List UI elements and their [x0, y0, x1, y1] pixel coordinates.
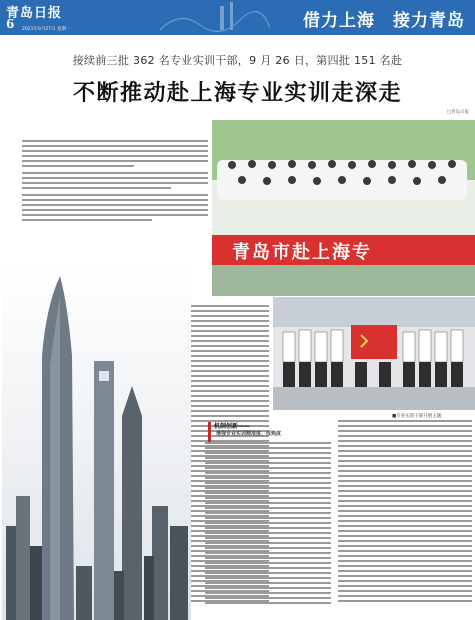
- headline: 不断推动赴上海专业实训走深走: [72, 80, 402, 106]
- section-topic: 借力上海 接力青岛: [303, 11, 465, 31]
- subheadline: 接续前三批 362 名专业实训干部，9 月 26 日，第四批 151 名赴: [72, 54, 403, 67]
- masthead-name: 青岛日报: [6, 6, 63, 21]
- section2-kicker: 机制创新——: [214, 423, 251, 430]
- group-photo-flag: [273, 297, 475, 410]
- page-number: 6: [6, 17, 15, 31]
- issue-date: 2021年9月27日 星期一: [22, 27, 71, 32]
- intro-text-block: [22, 140, 208, 224]
- section2-title: 增强专业实训精准度、成熟度: [216, 431, 282, 437]
- section2-text-column-right: [338, 420, 472, 605]
- section2-kicker-bar: [208, 422, 211, 444]
- byline: □青岛日报: [446, 110, 469, 115]
- photo2-caption: ■专业实训干部开展主题: [392, 414, 442, 419]
- section2-text-column-left: [205, 442, 331, 607]
- masthead-decoration-icon: [160, 0, 270, 35]
- photo-banner-text: 青岛市赴上海专: [232, 242, 372, 263]
- group-photo-top: [212, 120, 475, 296]
- shanghai-skyline-photo: [2, 266, 191, 620]
